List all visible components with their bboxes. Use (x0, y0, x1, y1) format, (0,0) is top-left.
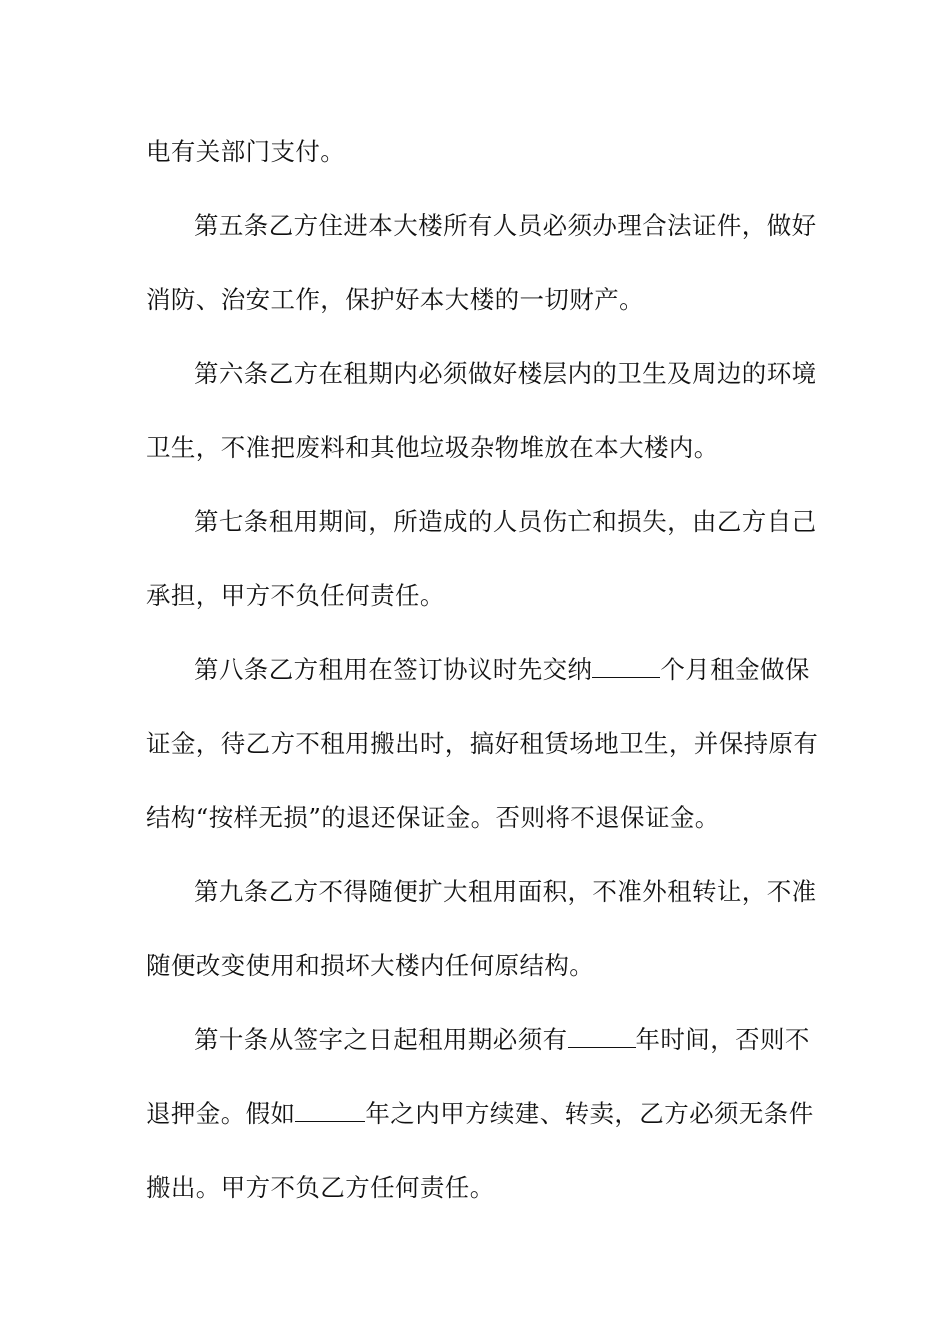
line-text: 随便改变使用和损坏大楼内任何原结构。 (146, 951, 595, 980)
line-text: 年时间，否则不 (635, 1025, 810, 1054)
line-text: 电有关部门支付。 (146, 137, 346, 166)
article-6-line-2 (146, 430, 719, 466)
line-text: 退押金。假如 (146, 1099, 296, 1128)
deposit-months-blank[interactable] (592, 653, 660, 678)
line-text: 第六条乙方在租期内必须做好楼层内的卫生及周边的环境 (194, 359, 817, 388)
article-8-line-1 (194, 652, 810, 688)
lease-years-blank[interactable] (568, 1023, 636, 1048)
article-6-line-1 (194, 356, 817, 392)
line-text: 个月租金做保 (660, 655, 810, 684)
line-text: 搬出。甲方不负乙方任何责任。 (146, 1173, 495, 1202)
line-text: 卫生，不准把废料和其他垃圾杂物堆放在本大楼内。 (146, 433, 719, 462)
line-text: 证金，待乙方不租用搬出时，搞好租赁场地卫生，并保持原有 (146, 729, 819, 758)
article-8-line-2 (146, 726, 818, 762)
line-text: 第八条乙方租用在签订协议时先交纳 (194, 655, 593, 684)
line-text: 结构“按样无损”的退还保证金。否则将不退保证金。 (146, 803, 720, 832)
article-7-line-1 (194, 504, 817, 540)
article-10-line-1 (194, 1022, 810, 1058)
article-10-line-3 (146, 1170, 495, 1206)
article-5-line-1 (194, 208, 817, 244)
line-text: 消防、治安工作，保护好本大楼的一切财产。 (146, 285, 644, 314)
article-7-line-2 (146, 578, 445, 614)
article-5-line-2 (146, 282, 644, 318)
line-text: 第十条从签字之日起租用期必须有 (194, 1025, 568, 1054)
line-text: 承担，甲方不负任何责任。 (146, 581, 445, 610)
line-text: 第七条租用期间，所造成的人员伤亡和损失，由乙方自己 (194, 507, 817, 536)
article-8-line-3 (146, 800, 720, 836)
article-10-line-2 (146, 1096, 814, 1132)
rebuild-years-blank[interactable] (295, 1097, 365, 1122)
line-text: 第五条乙方住进本大楼所有人员必须办理合法证件，做好 (194, 211, 817, 240)
text-line (146, 134, 345, 170)
line-text: 第九条乙方不得随便扩大租用面积，不准外租转让，不准 (194, 877, 817, 906)
article-9-line-1 (194, 874, 817, 910)
article-9-line-2 (146, 948, 594, 984)
line-text: 年之内甲方续建、转卖，乙方必须无条件 (365, 1099, 814, 1128)
